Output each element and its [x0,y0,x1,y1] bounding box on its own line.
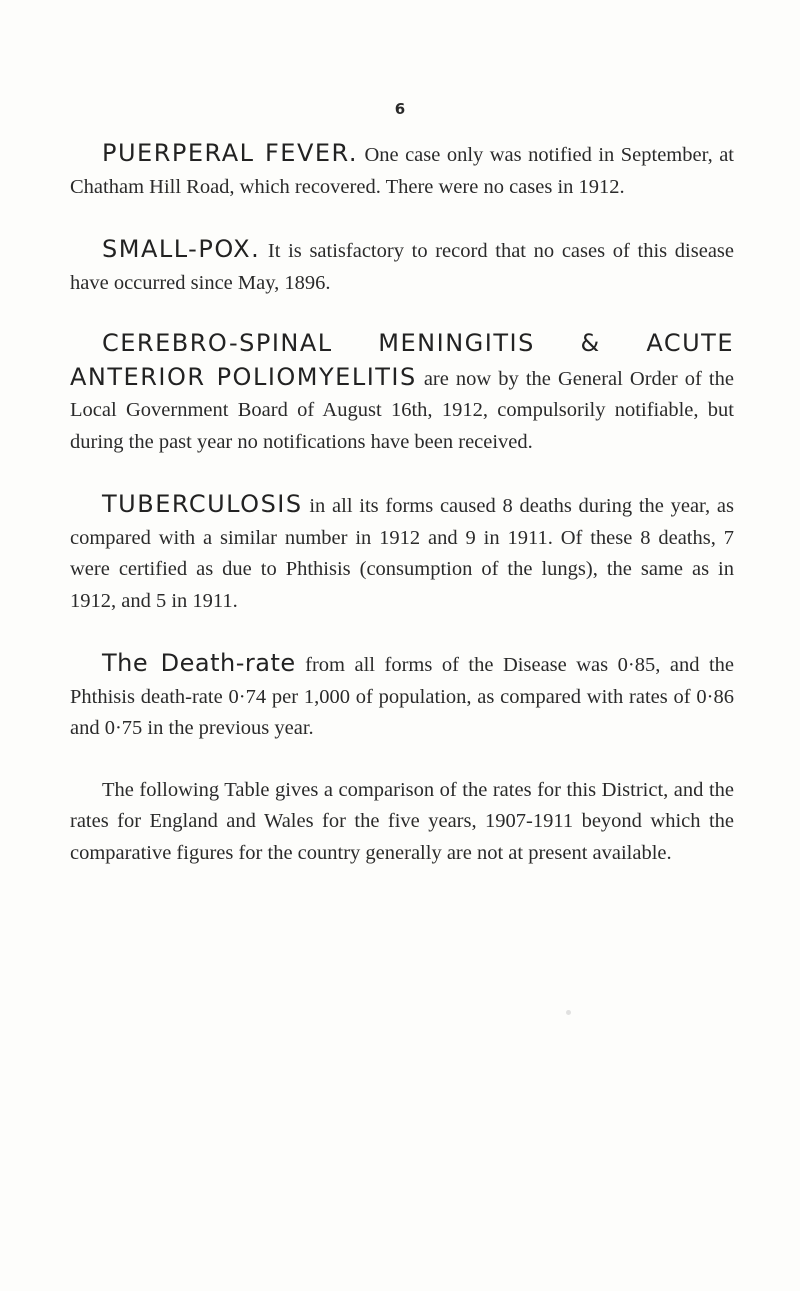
document-body [70,138,734,869]
heading-meningitis: CEREBRO-SPINAL MENINGITIS & ACUTE ANTERIOR POLIOMYELITIS [70,329,734,391]
text-meningitis: are now by the General Order of the Local Government Board of August 16th, 1912, compulsorily notifiable, but during the past year no notifications have been received. [70,367,734,453]
heading-tuberculosis: TUBERCULOSIS [102,490,303,518]
text-puerperal-fever: One case only was notified in September, at Chatham Hill Road, which recovered. There were no cases in 1912. [70,144,734,198]
paragraph-small-pox [70,234,734,299]
text-table-intro: The following Table gives a comparison of the rates for this District, and the rates for England and Wales for the five years, 1907-1911 beyond which the comparative figures for the country generally are not at present available. [70,778,734,864]
text-small-pox: It is satisfactory to record that no cases of this disease have occurred since May, 1896. [70,240,734,294]
paragraph-meningitis [70,328,734,458]
heading-death-rate: The Death-rate [102,649,296,677]
heading-small-pox: SMALL-POX. [102,235,261,263]
heading-puerperal-fever: PUERPERAL FEVER. [102,139,358,167]
paragraph-puerperal-fever [70,138,734,203]
paragraph-death-rate [70,648,734,745]
text-tuberculosis: in all its forms caused 8 deaths during the year, as compared with a similar number in 1912 and 9 in 1911. Of these 8 deaths, 7 were certified as due to Phthisis (consumption of the lungs), the same as in 1912, and 5 in 1911. [70,495,734,612]
text-death-rate: from all forms of the Disease was 0·85, and the Phthisis death-rate 0·74 per 1,000 of population, as compared with rates of 0·86 and 0·75 in the previous year. [70,654,735,739]
paragraph-table-intro [70,775,734,870]
scan-speck [566,1010,571,1015]
page-number: 6 [394,100,406,118]
paragraph-tuberculosis [70,489,734,617]
